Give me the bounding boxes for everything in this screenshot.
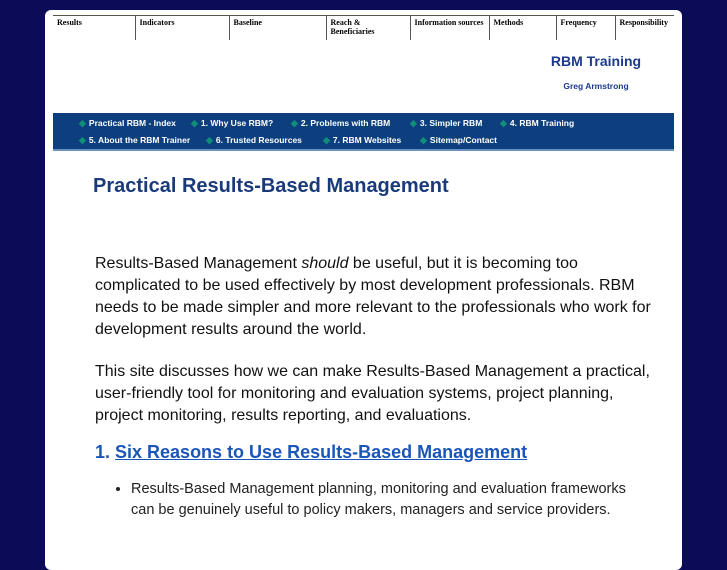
bullet-icon: ◆ bbox=[323, 135, 330, 145]
header-col-information-sources: Information sources bbox=[410, 16, 489, 40]
nav-link-index[interactable]: ◆ Practical RBM - Index bbox=[79, 118, 176, 128]
header-col-reach: Reach & Beneficiaries bbox=[326, 16, 410, 40]
header-col-frequency: Frequency bbox=[556, 16, 615, 40]
header-col-responsibility: Responsibility bbox=[615, 16, 674, 40]
brand-block bbox=[462, 53, 682, 91]
header-banner-table bbox=[53, 15, 674, 40]
bullet-icon: ◆ bbox=[206, 135, 213, 145]
brand-author: Greg Armstrong bbox=[563, 81, 629, 91]
header-col-methods: Methods bbox=[489, 16, 556, 40]
main-content bbox=[93, 175, 653, 518]
emphasis-should: should bbox=[301, 255, 349, 272]
main-navigation bbox=[53, 113, 674, 151]
nav-link-rbm-websites[interactable]: ◆ 7. RBM Websites bbox=[323, 135, 402, 145]
section-heading-six-reasons: 1. Six Reasons to Use Results-Based Management bbox=[95, 442, 528, 462]
bullet-icon: ◆ bbox=[410, 118, 417, 128]
nav-link-problems-with-rbm[interactable]: ◆ 2. Problems with RBM bbox=[291, 118, 391, 128]
nav-link-simpler-rbm[interactable]: ◆ 3. Simpler RBM bbox=[410, 118, 483, 128]
header-col-baseline: Baseline bbox=[229, 16, 326, 40]
reasons-list bbox=[115, 479, 631, 520]
header-col-indicators: Indicators bbox=[135, 16, 229, 40]
bullet-icon: ◆ bbox=[291, 118, 298, 128]
page-title: Practical Results-Based Management bbox=[93, 175, 449, 197]
nav-link-rbm-training[interactable]: ◆ 4. RBM Training bbox=[500, 118, 575, 128]
header-col-results: Results bbox=[57, 18, 82, 27]
nav-link-sitemap-contact[interactable]: ◆ Sitemap/Contact bbox=[420, 135, 497, 145]
list-item: • Results-Based Management planning, monitoring and evaluation frameworks can be genuinely useful to policy makers, managers and service providers. bbox=[131, 479, 631, 520]
bullet-icon: ◆ bbox=[420, 135, 427, 145]
nav-link-why-use-rbm[interactable]: ◆ 1. Why Use RBM? bbox=[191, 118, 274, 128]
bullet-icon: ◆ bbox=[500, 118, 507, 128]
bullet-icon: ◆ bbox=[79, 135, 86, 145]
page-container bbox=[45, 10, 682, 570]
brand-title: RBM Training bbox=[550, 53, 642, 69]
site-purpose-paragraph: This site discusses how we can make Results-Based Management a practical, user-friendly tool for monitoring and evaluation systems, project planning, project monitoring, results reporting, and evaluations. bbox=[95, 363, 650, 424]
bullet-icon: ◆ bbox=[191, 118, 198, 128]
nav-link-trusted-resources[interactable]: ◆ 6. Trusted Resources bbox=[206, 135, 302, 145]
intro-paragraph: Results-Based Management should be useful, but it is becoming too complicated to be used effectively by most development professionals. RBM needs to be made simpler and more relevant to the professionals who work for development results around the world. bbox=[95, 255, 651, 338]
six-reasons-link[interactable]: Six Reasons to Use Results-Based Management bbox=[115, 442, 528, 462]
bullet-icon: ◆ bbox=[79, 118, 86, 128]
nav-link-about-trainer[interactable]: ◆ 5. About the RBM Trainer bbox=[79, 135, 191, 145]
